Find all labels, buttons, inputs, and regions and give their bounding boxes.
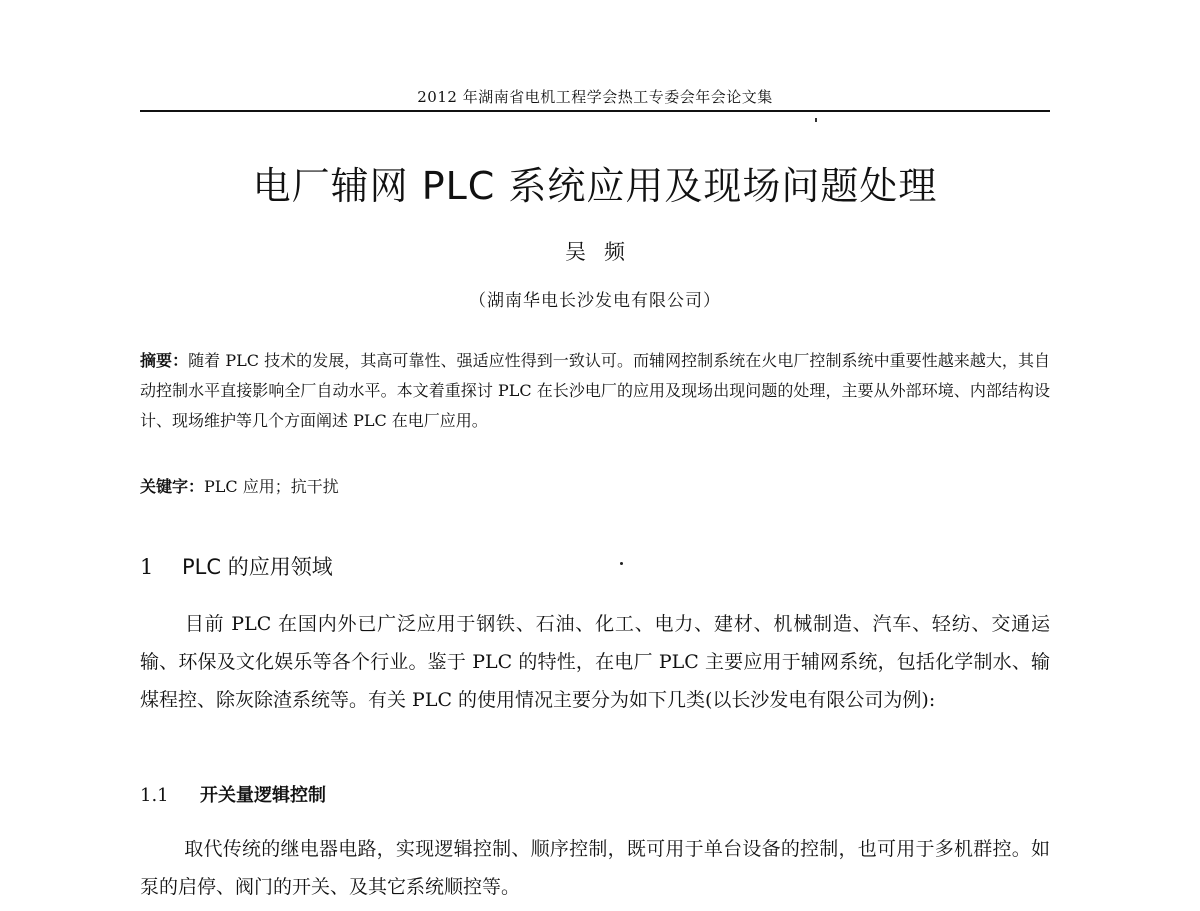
section-title: PLC 的应用领域 xyxy=(182,555,333,579)
keywords xyxy=(140,474,1050,500)
header-rule xyxy=(140,110,1050,112)
subsection-title: 开关量逻辑控制 xyxy=(200,785,326,806)
keywords-label: 关键字： xyxy=(140,477,205,496)
scan-artifact xyxy=(815,118,817,122)
section-heading xyxy=(140,551,1050,581)
subsection-paragraph-text: 取代传统的继电器电路，实现逻辑控制、顺序控制，既可用于单台设备的控制，也可用于多机群控。如泵的启停、阀门的开关、及其它系统顺控等。 xyxy=(140,838,1050,898)
paper-title: 电厂辅网 PLC 系统应用及现场问题处理 xyxy=(252,164,938,208)
section-number: 1 xyxy=(140,555,154,579)
abstract-text: 随着 PLC 技术的发展，其高可靠性、强适应性得到一致认可。而辅网控制系统在火电厂控制系统中重要性越来越大，其自动控制水平直接影响全厂自动水平。本文着重探讨 PLC 在长沙电厂的应用及现场出现问题的处理，主要从外部环境、内部结构设计、现场维护等几个方面阐述 PLC 在电厂应用。 xyxy=(140,351,1050,430)
subsection-heading xyxy=(140,781,1050,807)
section-paragraph-text: 目前 PLC 在国内外已广泛应用于钢铁、石油、化工、电力、建材、机械制造、汽车、轻纺、交通运输、环保及文化娱乐等各个行业。鉴于 PLC 的特性，在电厂 PLC 主要应用于辅网系统，包括化学制水、输煤程控、除灰除渣系统等。有关 PLC 的使用情况主要分为如下几类(以长沙发电有限公司为例): xyxy=(140,613,1050,711)
paper-affiliation: （湖南华电长沙发电有限公司） xyxy=(469,291,721,311)
paper-author: 吴频 xyxy=(565,240,643,264)
abstract xyxy=(140,346,1050,436)
scan-artifact xyxy=(620,562,623,565)
running-header: 2012 年湖南省电机工程学会热工专委会年会论文集 xyxy=(417,88,773,106)
subsection-paragraph xyxy=(140,830,1050,906)
keywords-text: PLC 应用；抗干扰 xyxy=(204,477,339,496)
subsection-number: 1.1 xyxy=(140,785,169,806)
section-paragraph xyxy=(140,605,1050,719)
abstract-label: 摘要： xyxy=(140,351,189,370)
